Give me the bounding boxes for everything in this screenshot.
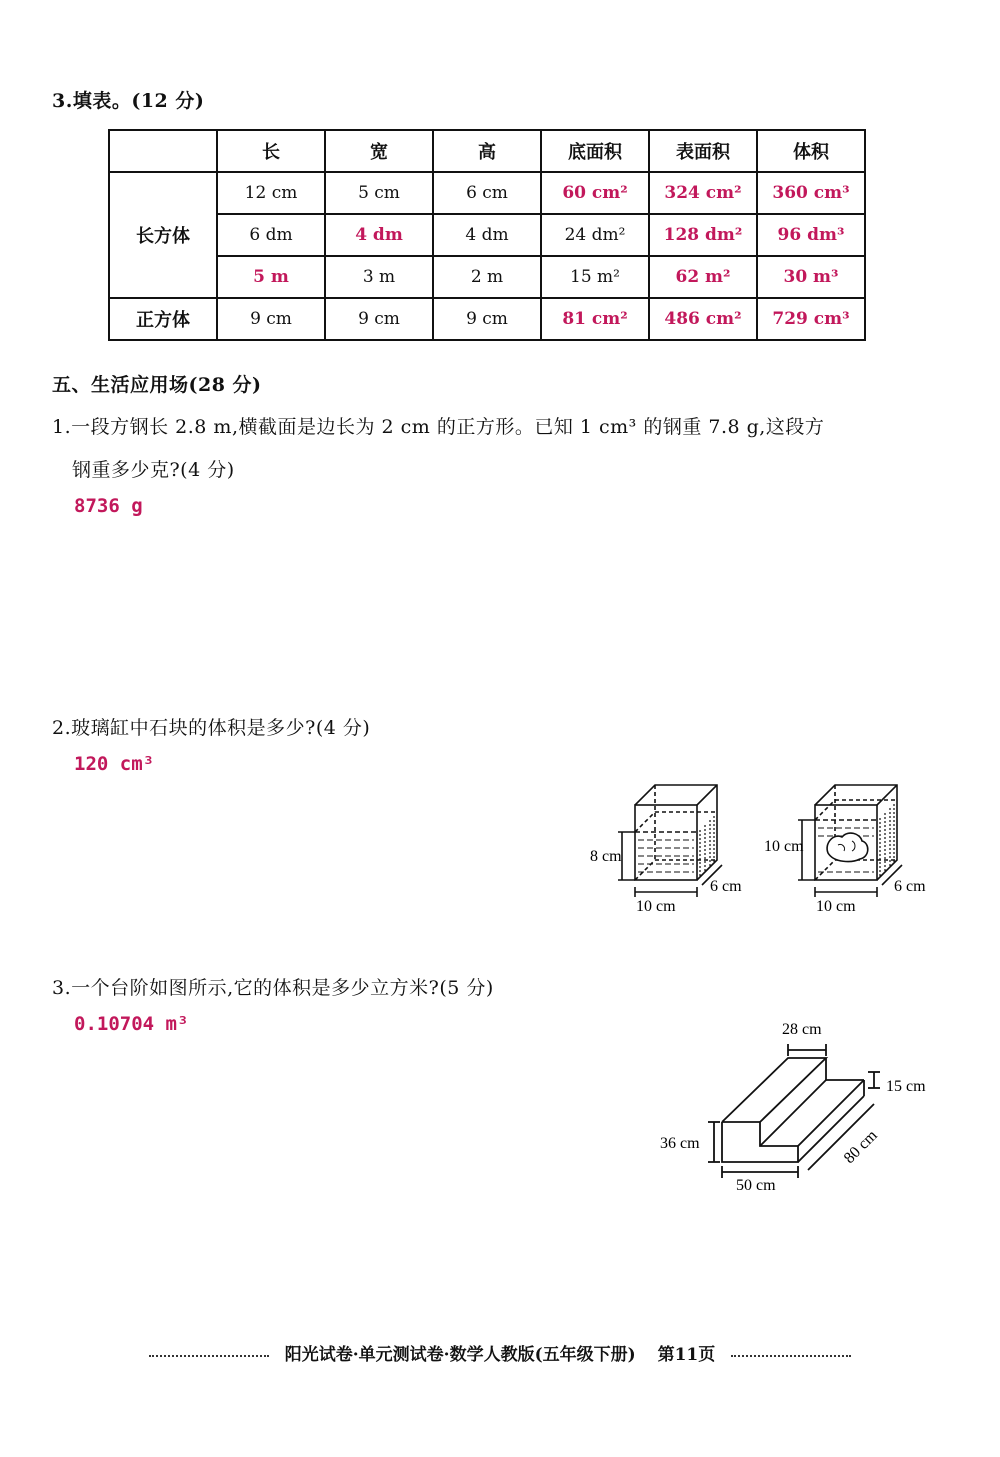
footer-dots-left bbox=[149, 1355, 269, 1357]
answer-cell: 128 dm² bbox=[649, 214, 757, 256]
answer-cell: 81 cm² bbox=[541, 298, 649, 340]
q1-text-line2: 钢重多少克?(4 分) bbox=[72, 459, 235, 481]
footer-title: 阳光试卷·单元测试卷·数学人教版(五年级下册) bbox=[284, 1345, 636, 1365]
step-figure bbox=[650, 1010, 950, 1200]
table-header-cell: 底面积 bbox=[541, 130, 649, 172]
table-header-row bbox=[109, 130, 865, 172]
q1-text-line1: 1.一段方钢长 2.8 m,横截面是边长为 2 cm 的正方形。已知 1 cm³ 的钢重 7.8 g,这段方 bbox=[52, 416, 825, 438]
answer-cell: 30 m³ bbox=[757, 256, 865, 298]
answer-cell: 486 cm² bbox=[649, 298, 757, 340]
page-footer bbox=[0, 1340, 1000, 1365]
q3-text: 3.一个台阶如图所示,它的体积是多少立方米?(5 分) bbox=[52, 977, 494, 999]
table-cell: 6 cm bbox=[433, 172, 541, 214]
table-cell: 6 dm bbox=[217, 214, 325, 256]
table-row bbox=[109, 256, 865, 298]
table-header-cell: 表面积 bbox=[649, 130, 757, 172]
table-cell: 15 m² bbox=[541, 256, 649, 298]
table-header-cell: 宽 bbox=[325, 130, 433, 172]
tank-figure-before bbox=[580, 775, 760, 920]
table-header-cell bbox=[109, 130, 217, 172]
cube-label: 正方体 bbox=[109, 298, 217, 340]
step-top-label: 28 cm bbox=[782, 1021, 822, 1038]
fig2-width-label: 6 cm bbox=[894, 878, 926, 895]
cuboid-label: 长方体 bbox=[109, 172, 217, 298]
fig2-height-label: 10 cm bbox=[764, 838, 804, 855]
step-length-label: 80 cm bbox=[840, 1126, 881, 1167]
step-rise-label: 15 cm bbox=[886, 1078, 926, 1095]
answer-cell: 4 dm bbox=[325, 214, 433, 256]
answer-cell: 60 cm² bbox=[541, 172, 649, 214]
answer-cell: 324 cm² bbox=[649, 172, 757, 214]
q1-answer: 8736 g bbox=[74, 495, 143, 517]
footer-dots-right bbox=[731, 1355, 851, 1357]
table-cell: 9 cm bbox=[325, 298, 433, 340]
table-row bbox=[109, 298, 865, 340]
table-cell: 4 dm bbox=[433, 214, 541, 256]
step-base-label: 50 cm bbox=[736, 1177, 776, 1194]
table-cell: 9 cm bbox=[433, 298, 541, 340]
table-cell: 9 cm bbox=[217, 298, 325, 340]
footer-page-number: 第11页 bbox=[657, 1345, 716, 1365]
q2-answer: 120 cm³ bbox=[74, 753, 155, 775]
table-cell: 24 dm² bbox=[541, 214, 649, 256]
tank-figure-after bbox=[760, 775, 950, 920]
step-height-label: 36 cm bbox=[660, 1135, 700, 1152]
table-cell: 5 cm bbox=[325, 172, 433, 214]
table-row bbox=[109, 214, 865, 256]
table-row bbox=[109, 172, 865, 214]
q3-answer: 0.10704 m³ bbox=[74, 1013, 189, 1035]
table-header-cell: 长 bbox=[217, 130, 325, 172]
fig2-length-label: 10 cm bbox=[816, 898, 856, 915]
table-cell: 2 m bbox=[433, 256, 541, 298]
answer-cell: 96 dm³ bbox=[757, 214, 865, 256]
table-cell: 3 m bbox=[325, 256, 433, 298]
table-header-cell: 高 bbox=[433, 130, 541, 172]
fill-table bbox=[108, 129, 866, 341]
table-cell: 12 cm bbox=[217, 172, 325, 214]
section3-title: 3.填表。(12 分) bbox=[52, 90, 205, 112]
answer-cell: 62 m² bbox=[649, 256, 757, 298]
answer-cell: 729 cm³ bbox=[757, 298, 865, 340]
fig1-length-label: 10 cm bbox=[636, 898, 676, 915]
fig1-width-label: 6 cm bbox=[710, 878, 742, 895]
section5-title: 五、生活应用场(28 分) bbox=[52, 374, 262, 396]
fig1-height-label: 8 cm bbox=[590, 848, 622, 865]
answer-cell: 5 m bbox=[217, 256, 325, 298]
table-header-cell: 体积 bbox=[757, 130, 865, 172]
answer-cell: 360 cm³ bbox=[757, 172, 865, 214]
q2-text: 2.玻璃缸中石块的体积是多少?(4 分) bbox=[52, 717, 371, 739]
